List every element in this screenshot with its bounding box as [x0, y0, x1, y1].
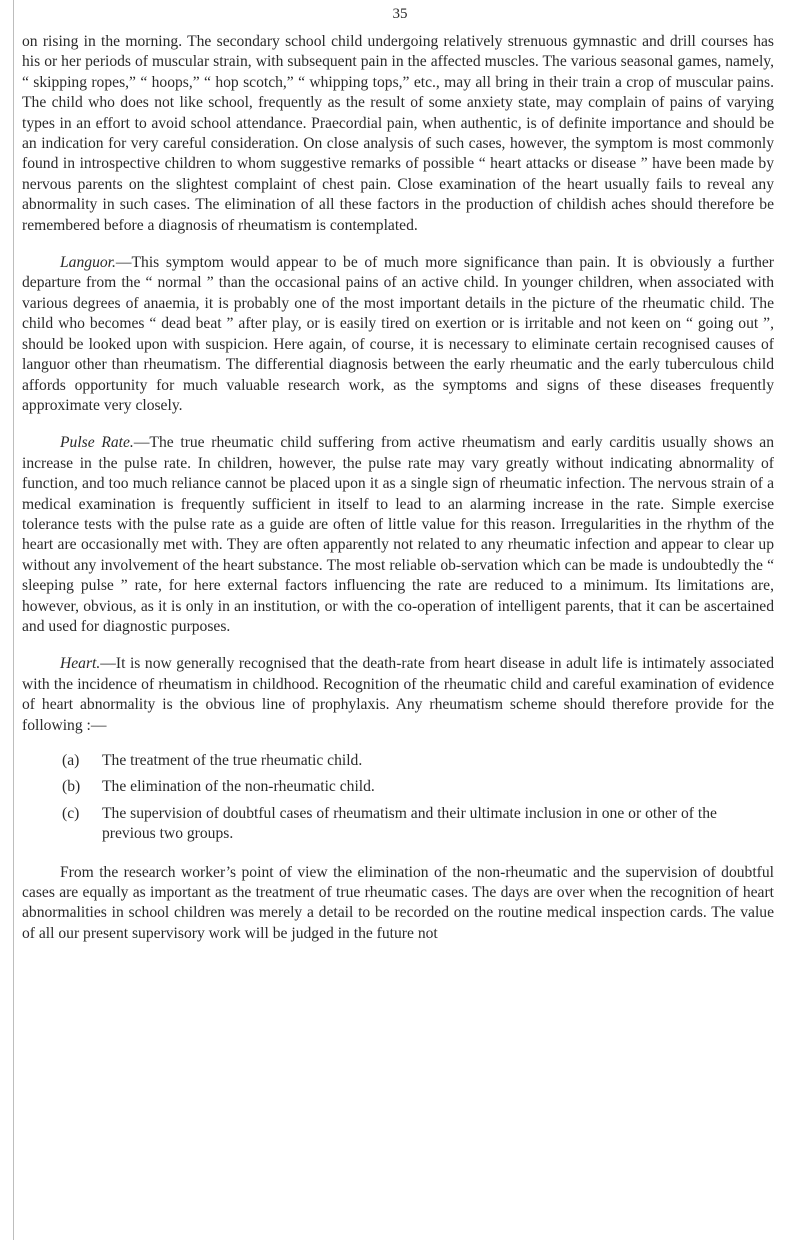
list-item: [22, 777, 774, 797]
list-item-text: The supervision of doubtful cases of rheumatism and their ultimate inclusion in one or other of the previous two groups.: [102, 804, 717, 843]
list-item-text: The treatment of the true rheumatic child.: [102, 752, 363, 769]
heart-body: —It is now generally recognised that the death-rate from heart disease in adult life is intimately associated with the incidence of rheumatism in childhood. Recognition of the rheumatic child and careful examination of evidence of heart abnormality is the obvious line of prophylaxis. Any rheumatism scheme should therefore provide for the following :—: [22, 655, 774, 734]
paragraph-continuation: on rising in the morning. The secondary school child undergoing relatively strenuous gymnastic and drill courses has his or her periods of muscular strain, with subsequent pain in the affected muscles. The various seasonal games, namely, “ skipping ropes,” “ hoops,” “ hop scotch,” “ whipping tops,” etc., may all bring in their train a crop of muscular pains. The child who does not like school, frequently as the result of some anxiety state, may complain of pains of varying types in an effort to avoid school attendance. Praecordial pain, when authentic, is of definite importance and should be an indication for very careful consideration. On close analysis of such cases, however, the symptom is most commonly found in introspective children to whom suggestive remarks of possible “ heart attacks or disease ” have been made by nervous parents on the slightest complaint of chest pain. Close examination of the heart usually fails to reveal any abnormality in such cases. The elimination of all these factors in the production of childish aches should therefore be remembered before a diagnosis of rheumatism is contemplated.: [22, 33, 774, 234]
paragraph-heart: [22, 654, 774, 736]
heart-heading: Heart.: [60, 655, 101, 673]
paragraph-pulse-rate: [22, 433, 774, 637]
pulse-rate-body: —The true rheumatic child suffering from active rheumatism and early carditis usually shows an increase in the pulse rate. In children, however, the pulse rate may vary greatly without indicating abnormality of function, and too much reliance cannot be placed upon it as a single sign of rheumatic infection. The nervous strain of a medical examination is frequently sufficient in itself to lead to an alarming increase in the rate. Simple exercise tolerance tests with the pulse rate as a guide are often of little value for this reason. Irregularities in the rhythm of the heart are occasionally met with. They are often apparently not related to any rheumatic infection and appear to clear up without any involvement of the heart substance. The most reliable ob-servation which can be made is undoubtedly the “ sleeping pulse ” rate, for here external factors influencing the rate are reduced to a minimum. Its limitations are, however, obvious, as it is only in an institution, or with the co-operation of intelligent parents, that it can be ascertained and used for diagnostic purposes.: [22, 434, 774, 635]
provisions-list: [22, 751, 774, 845]
page-number: 35: [392, 6, 408, 22]
list-item: [22, 804, 774, 845]
page-edge-rule: [13, 0, 14, 1240]
paragraph-languor: [22, 253, 774, 416]
paragraph-research: From the research worker’s point of view the elimination of the non-rheumatic and the supervision of doubtful cases are equally as important as the treatment of true rheumatic cases. The days are over when the recognition of heart abnormalities in school children was merely a detail to be recorded on the routine medical inspection cards. The value of all our present supervisory work will be judged in the future not: [22, 863, 774, 942]
page-body: [22, 32, 774, 944]
languor-heading: Languor.: [60, 254, 116, 272]
list-item-marker: (b): [62, 778, 81, 796]
list-item: [22, 751, 774, 771]
list-item-marker: (c): [62, 804, 80, 822]
list-item-text: The elimination of the non-rheumatic child.: [102, 778, 375, 796]
languor-body: —This symptom would appear to be of much more significance than pain. It is obviously a further departure from the “ normal ” than the occasional pains of an active child. In younger children, when associated with various degrees of anaemia, it is probably one of the most important details in the picture of the rheumatic child. The child who becomes “ dead beat ” after play, or is easily tired on exertion or is irritable and not keen on “ going out ”, should be looked upon with suspicion. Here again, of course, it is necessary to eliminate certain recognised causes of languor other than rheumatism. The differential diagnosis between the early rheumatic and the early tuberculous child affords opportunity for much valuable research work, as the symptoms and signs of these diseases frequently approximate very closely.: [22, 254, 774, 414]
pulse-rate-heading: Pulse Rate.: [60, 434, 134, 452]
list-item-marker: (a): [62, 752, 80, 769]
